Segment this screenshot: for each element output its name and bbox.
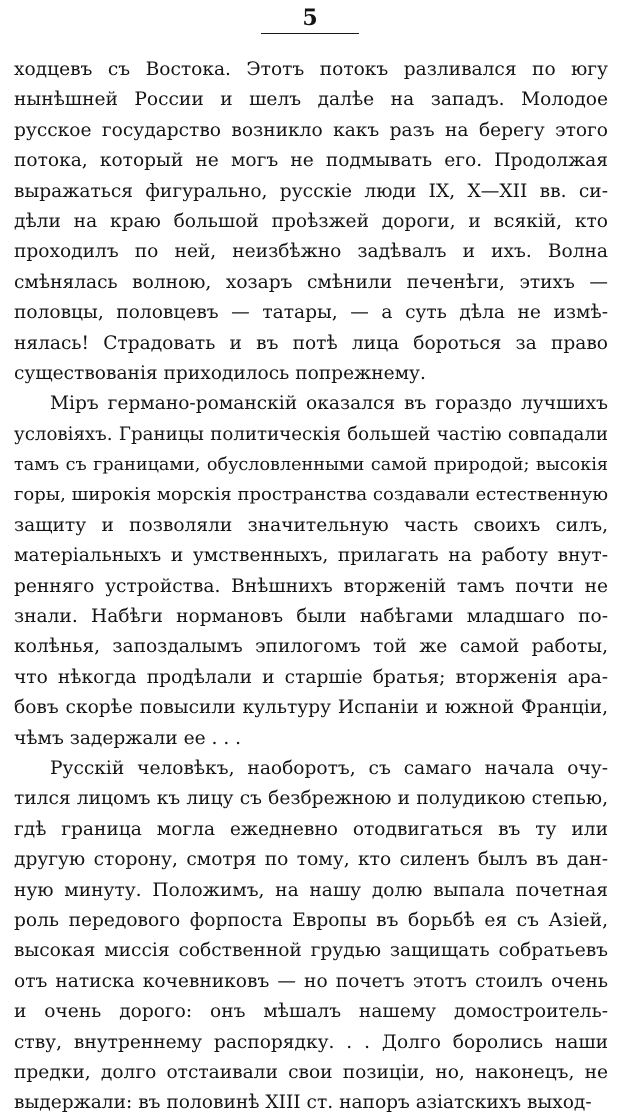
text-line: выражаться фигурально, русскіе люди IX, X—XII вв. си- bbox=[14, 180, 608, 202]
text-line: знали. Набѣги нормановъ были набѣгами младшаго по- bbox=[14, 606, 608, 628]
text-line: высокая миссія собственной грудью защищать собратьевъ bbox=[14, 940, 608, 962]
text-line: защиту и позволяли значительную часть своихъ силъ, bbox=[14, 514, 608, 536]
text-line: дѣли на краю большой проѣзжей дороги, и всякій, кто bbox=[14, 210, 608, 232]
header-rule bbox=[261, 33, 359, 34]
text-line: колѣнья, запоздалымъ эпилогомъ той же самой работы, bbox=[14, 636, 608, 658]
text-line: тился лицомъ къ лицу съ безбрежною и полудикою степью, bbox=[14, 788, 608, 810]
text-line: роль передового форпоста Европы въ борьбѣ ея съ Азіей, bbox=[14, 909, 608, 931]
text-line: потока, который не могъ не подмывать его. Продолжая bbox=[14, 150, 608, 172]
page-number: 5 bbox=[302, 5, 318, 31]
text-line: ходцевъ съ Востока. Этотъ потокъ разливался по югу bbox=[14, 59, 608, 80]
text-line: существованія приходилось попрежнему. bbox=[14, 362, 426, 384]
text-line: Русскій человѣкъ, наоборотъ, съ самаго начала очу- bbox=[50, 757, 608, 779]
text-line: условіяхъ. Границы политическія большей частію совпадали bbox=[14, 423, 608, 445]
text-line: чѣмъ задержали ее . . . bbox=[14, 727, 242, 749]
text-line: русское государство возникло какъ разъ на берегу этого bbox=[14, 119, 608, 141]
text-line: предки, долго отстаивали свои позиціи, но, наконецъ, не bbox=[14, 1061, 608, 1083]
text-line: проходилъ по ней, неизбѣжно задѣвалъ и ихъ. Волна bbox=[14, 241, 608, 263]
text-line: ную минуту. Положимъ, на нашу долю выпала почетная bbox=[14, 879, 608, 901]
text-line: смѣнялась волною, хозаръ смѣнили печенѣги, этихъ — bbox=[14, 271, 608, 293]
text-line: и очень дорого: онъ мѣшалъ нашему домостроитель- bbox=[14, 1001, 608, 1023]
paragraph bbox=[14, 754, 608, 1119]
text-line: другую сторону, смотря по тому, кто силенъ былъ въ дан- bbox=[14, 849, 608, 871]
paragraph bbox=[14, 389, 608, 754]
text-line: горы, широкія морскія пространства создавали естественную bbox=[14, 484, 608, 506]
text-line: гдѣ граница могла ежедневно отодвигаться въ ту или bbox=[14, 818, 608, 840]
text-line: ренняго устройства. Внѣшнихъ вторженій тамъ почти не bbox=[14, 575, 608, 597]
text-line: что нѣкогда продѣлали и старшіе братья; вторженія ара- bbox=[14, 666, 608, 688]
text-line: отъ натиска кочевниковъ — но почетъ этотъ стоилъ очень bbox=[14, 970, 608, 992]
text-line: выдержали: въ половинѣ XIII ст. напоръ азіатскихъ выход- bbox=[14, 1092, 592, 1114]
paragraph bbox=[14, 55, 608, 389]
text-line: тамъ съ границами, обусловленными самой природой; высокія bbox=[14, 455, 608, 476]
body-text bbox=[14, 55, 608, 1119]
text-line: Міръ германо-романскій оказался въ гораздо лучшихъ bbox=[50, 393, 608, 415]
text-line: ству, внутреннему распорядку. . . Долго боролись наши bbox=[14, 1031, 608, 1053]
text-line: нынѣшней России и шелъ далѣе на западъ. Молодое bbox=[14, 89, 608, 111]
text-line: нялась! Страдовать и въ потѣ лица бороться за право bbox=[14, 332, 608, 354]
text-line: матеріальныхъ и умственныхъ, прилагать на работу внут- bbox=[14, 545, 608, 567]
text-line: бовъ скорѣе повысили культуру Испаніи и южной Франціи, bbox=[14, 697, 608, 719]
text-line: половцы, половцевъ — татары, — а суть дѣла не измѣ- bbox=[14, 302, 608, 324]
